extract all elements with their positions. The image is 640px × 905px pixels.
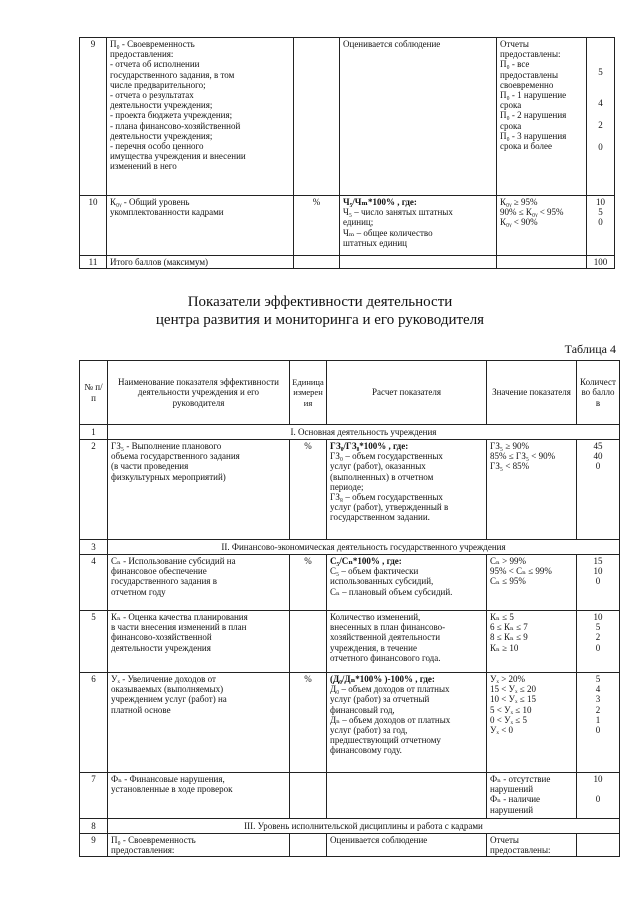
section-row [80,540,620,555]
table-row [80,834,620,857]
calc-cell: Ч₅/Чₘ*100% , где: Ч₅ – число занятых штатных единиц; Чₘ – общее количество штатных единиц [340,196,497,256]
table-row [80,196,615,256]
indicator-name: Сₙ - Использование субсидий на финансовое обеспечение государственного задания в отчетном году [108,555,290,611]
table-row [80,555,620,611]
unit-cell [290,834,327,857]
value-cell: Сₙ > 99% 95% < Сₙ ≤ 99% Сₙ ≤ 95% [487,555,577,611]
points-cell: 15 10 0 [577,555,620,611]
calc-cell [327,773,487,819]
points-cell: 10 5 2 0 [577,611,620,673]
row-num: 6 [80,673,108,773]
value-cell: ГЗ₅ ≥ 90% 85% ≤ ГЗ₅ < 90% ГЗ₅ < 85% [487,440,577,540]
header-unit: Единица измерения [290,361,327,425]
value-cell: Уₓ > 20% 15 < Уₓ ≤ 20 10 < Уₓ ≤ 15 5 < Уₓ ≤ 10 0 < Уₓ ≤ 5 Уₓ < 0 [487,673,577,773]
header-num: № п/п [80,361,108,425]
header-name: Наименование показателя эффективности деятельности учреждения и его руководителя [108,361,290,425]
row-num: 2 [80,440,108,540]
calc-cell: ГЗ₀/ГЗ₈*100% , где: ГЗ₀ – объем государственных услуг (работ), оказанных (выполненных) в отчетном периоде; ГЗ₈ – объем государственных услуг (работ), утвержденный в государственном задании. [327,440,487,540]
section-title: II. Финансово-экономическая деятельность государственного учреждения [108,540,620,555]
indicator-name: ГЗ₅ - Выполнение планового объема государственного задания (в части проведения физкультурных мероприятий) [108,440,290,540]
row-num: 10 [80,196,107,256]
row-num: 9 [80,834,108,857]
section-title-line2: центра развития и мониторинга и его руководителя [155,312,485,328]
unit-cell [294,38,340,196]
row-num: 8 [80,819,108,834]
header-points: Количество баллов [577,361,620,425]
value-cell [497,256,587,269]
points-cell: 10 0 [577,773,620,819]
row-num: 3 [80,540,108,555]
table-row [80,611,620,673]
table-row [80,773,620,819]
value-cell: Отчеты предоставлены: П₀ - все предоставлены своевременно П₀ - 1 нарушение срока П₀ - 2 нарушения срока П₀ - 3 нарушения срока и более [497,38,587,196]
indicator-name: Итого баллов (максимум) [107,256,294,269]
calc-cell: Оценивается соблюдение [340,38,497,196]
header-calc: Расчет показателя [327,361,487,425]
table-row [80,673,620,773]
table-header-row [80,361,620,425]
table-row [80,38,615,196]
unit-cell: % [294,196,340,256]
indicator-name: П₀ - Своевременность предоставления: [108,834,290,857]
indicator-name: Фₙ - Финансовые нарушения, установленные в ходе проверок [108,773,290,819]
row-num: 4 [80,555,108,611]
calc-cell [340,256,497,269]
row-num: 11 [80,256,107,269]
unit-cell [290,773,327,819]
indicator-name: Кₙ - Оценка качества планирования в части внесения изменений в план финансово-хозяйственной деятельности учреждения [108,611,290,673]
calc-cell: (Д₀/Дₙ*100% )-100% , где: Д₀ – объем доходов от платных услуг (работ) за отчетный финансовый год, Дₙ – объем доходов от платных услуг (работ) за год, предшествующий отчетному финансовому году. [327,673,487,773]
unit-cell: % [290,555,327,611]
row-num: 7 [80,773,108,819]
table-top-continuation [79,37,615,269]
points-cell [577,834,620,857]
unit-cell [290,611,327,673]
points-cell: 100 [587,256,615,269]
calc-cell: С₅/Сₙ*100% , где: С₅ – объем фактически использованных субсидий, Сₙ – плановый объем субсидий. [327,555,487,611]
value-cell: Отчеты предоставлены: [487,834,577,857]
section-title: I. Основная деятельность учреждения [108,425,620,440]
indicator-name: К₀ᵧ - Общий уровень укомплектованности кадрами [107,196,294,256]
header-value: Значение показателя [487,361,577,425]
calc-cell: Оценивается соблюдение [327,834,487,857]
points-cell: 10 5 0 [587,196,615,256]
unit-cell: % [290,673,327,773]
row-num: 9 [80,38,107,196]
table-row [80,256,615,269]
value-cell: К₀ᵧ ≥ 95% 90% ≤ К₀ᵧ < 95% К₀ᵧ < 90% [497,196,587,256]
section-row [80,425,620,440]
indicator-name: П₀ - Своевременность предоставления: - отчета об исполнении государственного задания, в том числе предварительного; - отчета о результатах деятельности учреждения; - проекта бюджета учреждения; - плана финансово-хозяйственной деятельности учреждения; - перечня особо ценного имущества учреждения и внесении изменений в него [107,38,294,196]
table-number: Таблица 4 [564,342,616,356]
value-cell: Фₙ - отсутствие нарушений Фₙ - наличие нарушений [487,773,577,819]
unit-cell: % [290,440,327,540]
section-title: III. Уровень исполнительской дисциплины и работа с кадрами [108,819,620,834]
indicator-name: Уₓ - Увеличение доходов от оказываемых (выполняемых) учреждением услуг (работ) на платной основе [108,673,290,773]
row-num: 5 [80,611,108,673]
value-cell: Кₙ ≤ 5 6 ≤ Кₙ ≤ 7 8 ≤ Кₙ ≤ 9 Кₙ ≥ 10 [487,611,577,673]
calc-cell: Количество изменений, внесенных в план финансово- хозяйственной деятельности учреждения, в течение отчетного финансового года. [327,611,487,673]
unit-cell [294,256,340,269]
points-cell: 45 40 0 [577,440,620,540]
points-cell: 5 4 3 2 1 0 [577,673,620,773]
row-num: 1 [80,425,108,440]
section-title-line1: Показатели эффективности деятельности [187,294,453,310]
section-row [80,819,620,834]
table-row [80,440,620,540]
points-cell: 5 4 2 0 [587,38,615,196]
table-4 [79,360,620,857]
